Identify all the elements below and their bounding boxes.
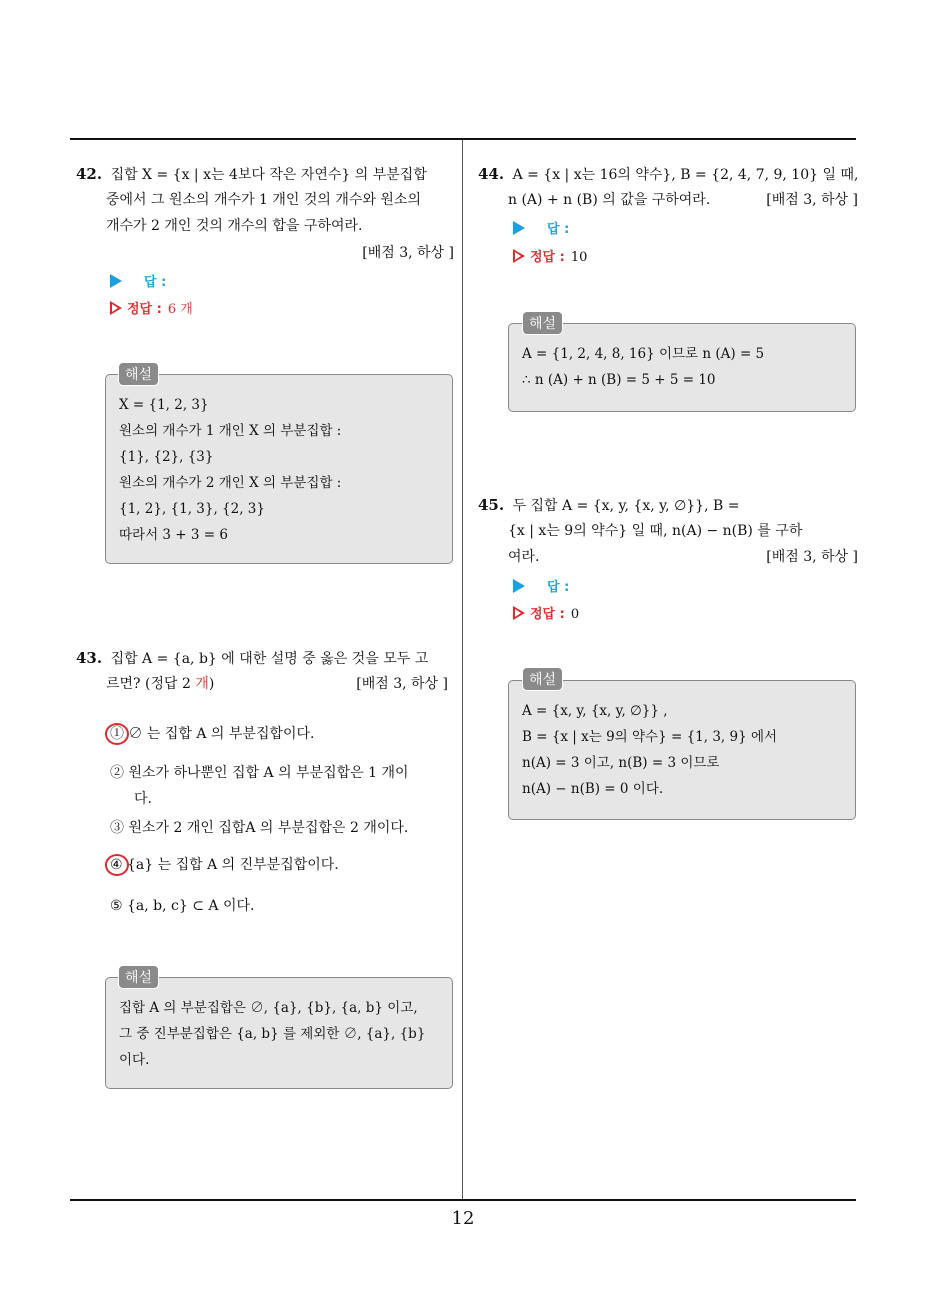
score-difficulty: [배점 3, 하상 ] bbox=[356, 676, 448, 692]
explanation-line: X = {1, 2, 3} bbox=[119, 397, 209, 413]
answer-row bbox=[513, 577, 569, 598]
outline-arrow-icon bbox=[513, 606, 525, 620]
score-difficulty: [배점 3, 하상 ] bbox=[766, 192, 858, 208]
correct-label: 정답 : bbox=[530, 607, 565, 622]
question-text-line-2: n (A) + n (B) 의 값을 구하여라. bbox=[508, 192, 711, 208]
explanation-line: {1, 2}, {1, 3}, {2, 3} bbox=[119, 501, 265, 517]
explanation-box bbox=[508, 680, 856, 820]
explanation-line: n(A) = 3 이고, n(B) = 3 이므로 bbox=[522, 755, 720, 771]
score-difficulty: [배점 3, 하상 ] bbox=[766, 549, 858, 565]
explanation-line: 그 중 진부분집합은 {a, b} 를 제외한 ∅, {a}, {b} bbox=[119, 1026, 426, 1042]
question-text-line-1: 집합 X = {x | x는 4보다 작은 자연수} 의 부분집합 bbox=[110, 167, 427, 183]
explanation-line: 따라서 3 + 3 = 6 bbox=[119, 527, 228, 543]
question-text-line-3: 개수가 2 개인 것의 개수의 합을 구하여라. bbox=[106, 218, 363, 234]
explanation-tag: 해설 bbox=[118, 362, 159, 386]
explanation-line: {1}, {2}, {3} bbox=[119, 449, 214, 465]
explanation-line: ∴ n (A) + n (B) = 5 + 5 = 10 bbox=[522, 372, 716, 388]
explanation-line: n(A) − n(B) = 0 이다. bbox=[522, 781, 664, 797]
explanation-tag: 해설 bbox=[522, 667, 563, 691]
choice-4[interactable]: ④ {a} 는 집합 A 의 진부분집합이다. bbox=[110, 857, 339, 873]
correct-answer-value: 0 bbox=[570, 607, 580, 622]
top-rule bbox=[70, 138, 856, 140]
explanation-tag: 해설 bbox=[118, 965, 159, 989]
question-text-line-3: 여라. bbox=[508, 549, 540, 565]
choice-1[interactable]: ① ∅ 는 집합 A 의 부분집합이다. bbox=[110, 726, 315, 742]
explanation-line: 집합 A 의 부분집합은 ∅, {a}, {b}, {a, b} 이고, bbox=[119, 1000, 418, 1016]
question-number: 43. bbox=[76, 649, 103, 667]
answer-label: 답 : bbox=[144, 275, 167, 290]
answer-label: 답 : bbox=[547, 580, 570, 595]
explanation-box bbox=[105, 374, 453, 564]
explanation-line: 원소의 개수가 1 개인 X 의 부분집합 : bbox=[119, 423, 342, 439]
correct-answer-value: 10 bbox=[570, 250, 588, 265]
score-difficulty: [배점 3, 하상 ] bbox=[362, 245, 454, 261]
question-number: 45. bbox=[478, 496, 505, 514]
outline-arrow-icon bbox=[110, 301, 122, 315]
answer-row bbox=[110, 272, 166, 293]
question-text-line-1: 두 집합 A = {x, y, {x, y, ∅}}, B = bbox=[512, 498, 740, 514]
explanation-box bbox=[105, 977, 453, 1089]
outline-arrow-icon bbox=[513, 249, 525, 263]
question-text-line-2: 르면? (정답 2 개) bbox=[106, 676, 215, 692]
correct-label: 정답 : bbox=[530, 250, 565, 265]
correct-label: 정답 : bbox=[127, 302, 162, 317]
question-number: 44. bbox=[478, 165, 505, 183]
explanation-line: B = {x | x는 9의 약수} = {1, 3, 9} 에서 bbox=[522, 729, 778, 745]
explanation-line: A = {1, 2, 4, 8, 16} 이므로 n (A) = 5 bbox=[522, 346, 765, 362]
question-text-line-2: {x | x는 9의 약수} 일 때, n(A) − n(B) 를 구하 bbox=[508, 523, 803, 539]
choice-2-continued: 다. bbox=[134, 791, 152, 807]
choice-2[interactable]: ② 원소가 하나뿐인 집합 A 의 부분집합은 1 개이 bbox=[110, 765, 409, 781]
correct-answer-row bbox=[513, 604, 579, 625]
explanation-line: 이다. bbox=[119, 1052, 150, 1068]
bottom-rule bbox=[70, 1199, 856, 1201]
play-arrow-icon bbox=[513, 221, 525, 235]
play-arrow-icon bbox=[513, 579, 525, 593]
question-text-line-1: A = {x | x는 16의 약수}, B = {2, 4, 7, 9, 10} 일 때, bbox=[512, 167, 859, 183]
correct-answer-row bbox=[513, 247, 587, 268]
answer-row bbox=[513, 219, 569, 240]
question-text-line-1: 집합 A = {a, b} 에 대한 설명 중 옳은 것을 모두 고 bbox=[110, 651, 429, 667]
page-number: 12 bbox=[451, 1208, 475, 1229]
explanation-box bbox=[508, 323, 856, 412]
explanation-line: A = {x, y, {x, y, ∅}} , bbox=[522, 703, 668, 719]
answer-label: 답 : bbox=[547, 222, 570, 237]
column-divider bbox=[462, 140, 463, 1200]
correct-answer-row bbox=[110, 299, 193, 320]
question-text-line-2: 중에서 그 원소의 개수가 1 개인 것의 개수와 원소의 bbox=[106, 192, 421, 208]
choice-3[interactable]: ③ 원소가 2 개인 집합A 의 부분집합은 2 개이다. bbox=[110, 820, 409, 836]
explanation-line: 원소의 개수가 2 개인 X 의 부분집합 : bbox=[119, 475, 342, 491]
correct-answer-value: 6 개 bbox=[167, 302, 193, 317]
question-number: 42. bbox=[76, 165, 103, 183]
play-arrow-icon bbox=[110, 274, 122, 288]
explanation-tag: 해설 bbox=[522, 311, 563, 335]
choice-5[interactable]: ⑤ {a, b, c} ⊂ A 이다. bbox=[110, 898, 255, 914]
